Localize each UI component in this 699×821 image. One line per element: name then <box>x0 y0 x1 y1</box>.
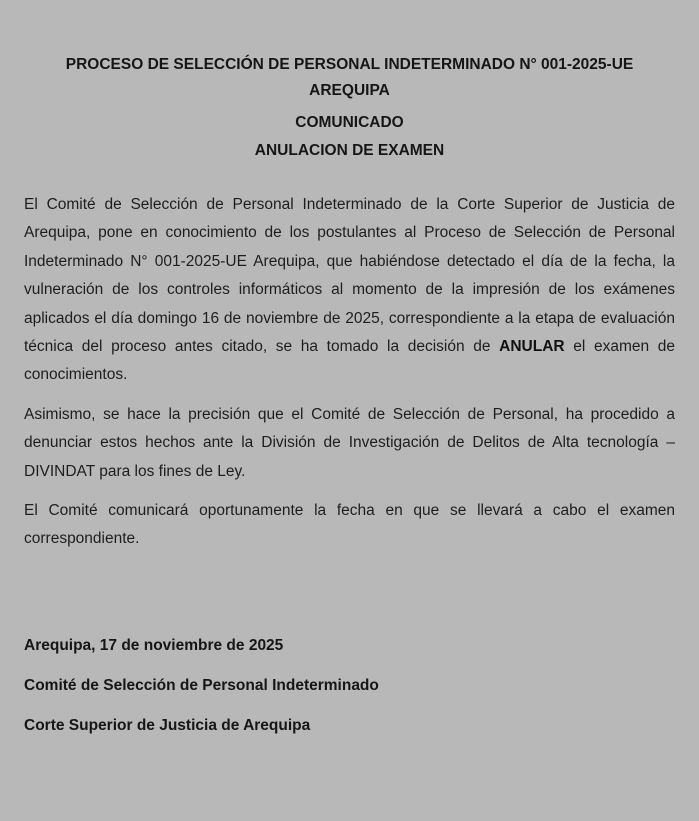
document-subtitle-anulacion: ANULACION DE EXAMEN <box>254 142 445 159</box>
footer-court-line: Corte Superior de Justicia de Arequipa <box>24 716 311 734</box>
document-title-line-2: AREQUIPA <box>309 82 390 99</box>
footer-date-line: Arequipa, 17 de noviembre de 2025 <box>24 636 284 654</box>
paragraph-1 <box>24 191 675 390</box>
document-footer <box>24 636 675 735</box>
document-title-line-1: PROCESO DE SELECCIÓN DE PERSONAL INDETERMINADO N° 001-2025-UE <box>65 56 634 73</box>
paragraph-1-text-post: el examen de conocimientos. <box>24 338 675 384</box>
paragraph-3: El Comité comunicará oportunamente la fecha en que se llevará a cabo el examen correspondiente. <box>24 502 675 548</box>
document-subtitle-comunicado: COMUNICADO <box>295 114 404 131</box>
paragraph-1-text-pre: El Comité de Selección de Personal Indeterminado de la Corte Superior de Justicia de Arequipa, pone en conocimiento de los postulantes al Proceso de Selección de Personal Indeterminado N° 001-2025-UE Arequipa, que habiéndose detectado el día de la fecha, la vulneración de los controles informáticos al momento de la impresión de los exámenes aplicados el día domingo 16 de noviembre de 2025, correspondiente a la etapa de evaluación técnica del proceso antes citado, se ha tomado la decisión de <box>24 196 675 356</box>
document-body <box>24 191 675 554</box>
document-header <box>24 52 675 164</box>
paragraph-1-bold-anular: ANULAR <box>499 338 565 356</box>
paragraph-2: Asimismo, se hace la precisión que el Comité de Selección de Personal, ha procedido a denunciar estos hechos ante la División de Investigación de Delitos de Alta tecnología – DIVINDAT para los fines de Ley. <box>24 405 675 480</box>
footer-committee-line: Comité de Selección de Personal Indeterminado <box>24 676 379 694</box>
